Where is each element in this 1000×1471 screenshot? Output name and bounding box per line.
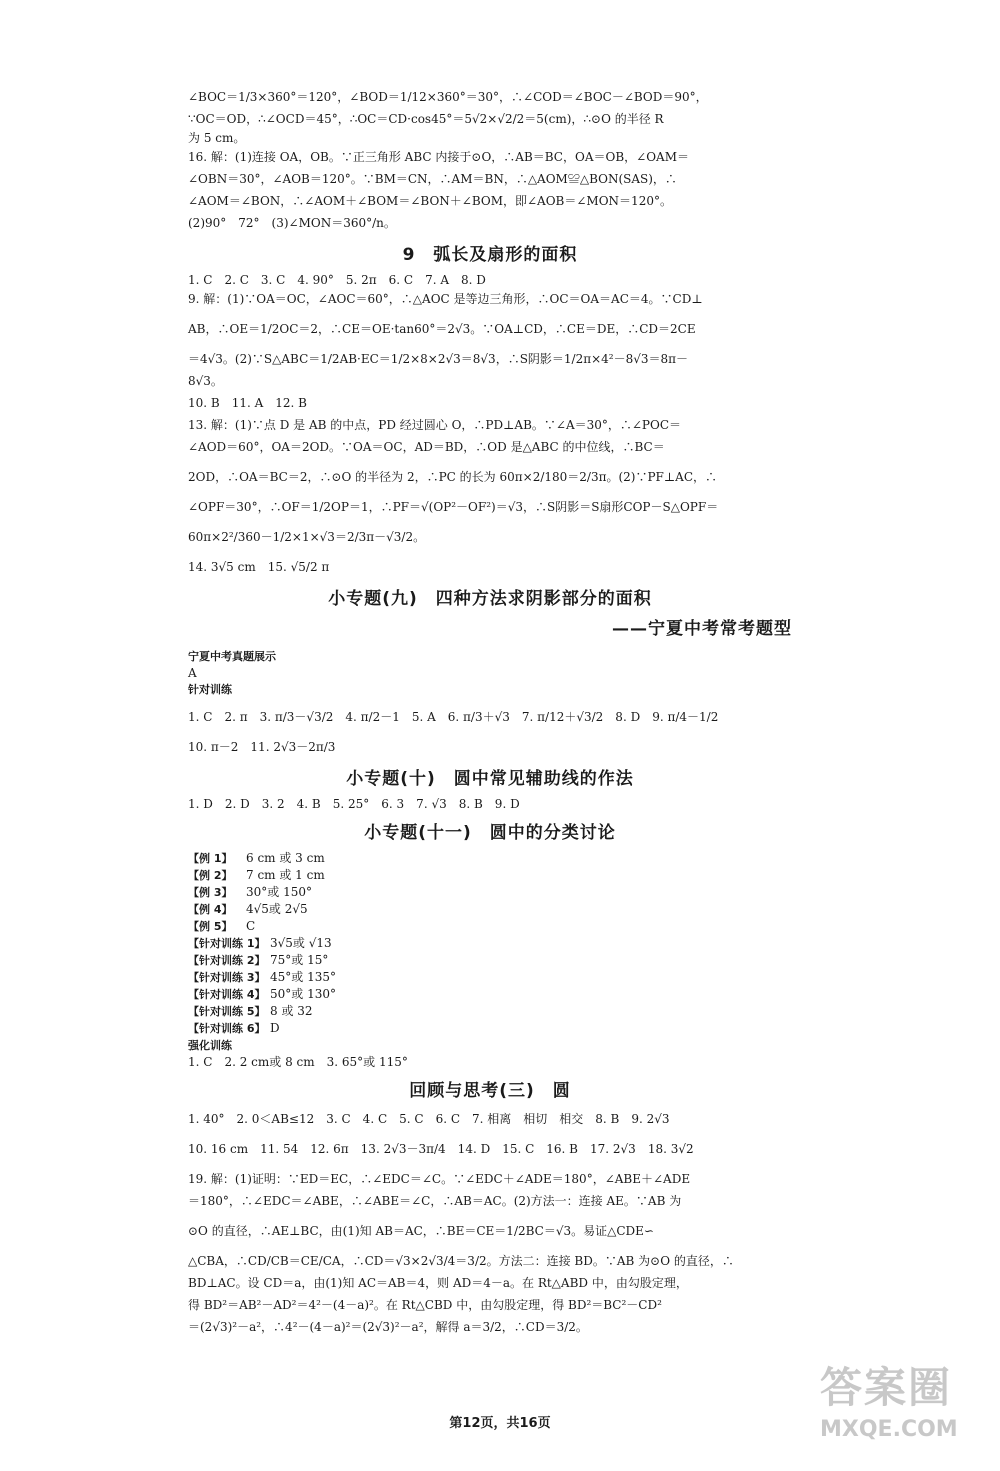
text-line: ＝(2√3)²－a²，∴4²－(4－a)²＝(2√3)²－a²，解得 a＝3/2，∴CD＝3/2。 — [188, 1320, 588, 1334]
text-line: 2OD，∴OA＝BC＝2，∴⊙O 的半径为 2，∴PC 的长为 60π×2/180＝2/3π。(2)∵PF⊥AC，∴ — [188, 470, 718, 484]
item-value: 30°或 150° — [246, 885, 312, 899]
item-key: 【针对训练 4】 — [188, 988, 266, 1001]
text-line: 为 5 cm。 — [188, 131, 246, 145]
answer-line: A — [188, 666, 197, 680]
list-item — [188, 901, 792, 918]
text-line: 60π×2²/360－1/2×1×√3＝2/3π－√3/2。 — [188, 530, 426, 544]
answer-line: 1. D 2. D 3. 2 4. B 5. 25° 6. 3 7. √3 8. B 9. D — [188, 797, 520, 811]
list-item — [188, 1003, 792, 1020]
label-qianghua: 强化训练 — [188, 1039, 232, 1052]
top-block — [188, 86, 792, 146]
item-value: 50°或 130° — [270, 987, 336, 1001]
question-19 — [188, 1168, 792, 1338]
item-key: 【针对训练 5】 — [188, 1005, 266, 1018]
text-line: 16. 解：(1)连接 OA，OB。∵正三角形 ABC 内接于⊙O，∴AB＝BC，OA＝OB，∠OAM＝ — [188, 150, 689, 164]
question-16 — [188, 146, 792, 234]
item-key: 【例 4】 — [188, 903, 233, 916]
answer-line: 1. C 2. C 3. C 4. 90° 5. 2π 6. C 7. A 8. D — [188, 273, 486, 287]
text-line: ⊙O 的直径，∴AE⊥BC，由(1)知 AB＝AC，∴BE＝CE＝1/2BC＝√3。易证△CDE∽ — [188, 1224, 654, 1238]
label-zhendui: 针对训练 — [188, 683, 232, 696]
text-line: △CBA，∴CD/CB＝CE/CA，∴CD＝√3×2√3/4＝3/2。方法二：连接 BD。∵AB 为⊙O 的直径，∴ — [188, 1254, 734, 1268]
question-9 — [188, 288, 792, 392]
item-key: 【针对训练 3】 — [188, 971, 266, 984]
section-title-topic-10: 小专题(十) 圆中常见辅助线的作法 — [346, 769, 634, 789]
item-key: 【例 2】 — [188, 869, 233, 882]
text-line: ∵OC＝OD，∴∠OCD＝45°，∴OC＝CD·cos45°＝5√2×√2/2＝5(cm)，∴⊙O 的半径 R — [188, 112, 664, 126]
list-item — [188, 1020, 792, 1037]
question-13 — [188, 414, 792, 548]
answer-line: 10. B 11. A 12. B — [188, 396, 307, 410]
watermark-logo — [820, 1360, 990, 1460]
answer-line: 10. 16 cm 11. 54 12. 6π 13. 2√3－3π/4 14. D 15. C 16. B 17. 2√3 18. 3√2 — [188, 1142, 694, 1156]
text-line: ∠OBN＝30°，∠AOB＝120°。∵BM＝CN，∴AM＝BN，∴△AOM≌△BON(SAS)，∴ — [188, 172, 677, 186]
item-value: 8 或 32 — [270, 1004, 313, 1018]
watermark-url: MXQE.COM — [820, 1417, 958, 1442]
label-zhenti: 宁夏中考真题展示 — [188, 650, 276, 663]
trainings-list — [188, 935, 792, 1037]
item-key: 【例 3】 — [188, 886, 233, 899]
section-title-topic-11: 小专题(十一) 圆中的分类讨论 — [364, 823, 616, 843]
item-key: 【针对训练 2】 — [188, 954, 266, 967]
list-item — [188, 952, 792, 969]
text-line: ∠AOD＝60°，OA＝2OD。∵OA＝OC，AD＝BD，∴OD 是△ABC 的中位线，∴BC＝ — [188, 440, 665, 454]
section-subtitle-topic-9: ——宁夏中考常考题型 — [612, 619, 792, 639]
list-item — [188, 867, 792, 884]
item-key: 【针对训练 6】 — [188, 1022, 266, 1035]
text-line: 19. 解：(1)证明：∵ED＝EC，∴∠EDC＝∠C。∵∠EDC＋∠ADE＝180°，∠ABE＋∠ADE — [188, 1172, 691, 1186]
text-line: 8√3。 — [188, 374, 223, 388]
text-line: ∠OPF＝30°，∴OF＝1/2OP＝1，∴PF＝√(OP²－OF²)＝√3，∴S阴影＝S扇形COP－S△OPF＝ — [188, 500, 719, 514]
text-line: ＝180°，∴∠EDC＝∠ABE，∴∠ABE＝∠C，∴AB＝AC。(2)方法一：连接 AE。∵AB 为 — [188, 1194, 682, 1208]
text-line: ＝4√3。(2)∵S△ABC＝1/2AB·EC＝1/2×8×2√3＝8√3，∴S阴影＝1/2π×4²－8√3＝8π－ — [188, 352, 689, 366]
answer-line: 1. C 2. π 3. π/3－√3/2 4. π/2－1 5. A 6. π/3＋√3 7. π/12＋√3/2 8. D 9. π/4－1/2 — [188, 710, 719, 724]
item-key: 【针对训练 1】 — [188, 937, 266, 950]
item-value: 45°或 135° — [270, 970, 336, 984]
list-item — [188, 935, 792, 952]
text-line: ∠BOC＝1/3×360°＝120°，∠BOD＝1/12×360°＝30°，∴∠COD＝∠BOC－∠BOD＝90°， — [188, 90, 708, 104]
watermark-text: 答案圈 — [820, 1363, 953, 1412]
answer-line: 10. π－2 11. 2√3－2π/3 — [188, 740, 336, 754]
list-item — [188, 884, 792, 901]
text-line: (2)90° 72° (3)∠MON＝360°/n。 — [188, 216, 396, 230]
list-item — [188, 850, 792, 867]
item-value: D — [270, 1021, 280, 1035]
text-line: AB，∴OE＝1/2OC＝2，∴CE＝OE·tan60°＝2√3。∵OA⊥CD，∴CE＝DE，∴CD＝2CE — [188, 322, 696, 336]
item-value: 4√5或 2√5 — [246, 902, 308, 916]
answer-line: 1. C 2. 2 cm或 8 cm 3. 65°或 115° — [188, 1055, 408, 1069]
text-line: 9. 解：(1)∵OA＝OC，∠AOC＝60°，∴△AOC 是等边三角形，∴OC＝OA＝AC＝4。∵CD⊥ — [188, 292, 703, 306]
item-value: 3√5或 √13 — [270, 936, 332, 950]
text-line: 13. 解：(1)∵点 D 是 AB 的中点，PD 经过圆心 O，∴PD⊥AB。∵∠A＝30°，∴∠POC＝ — [188, 418, 682, 432]
text-line: 得 BD²＝AB²－AD²＝4²－(4－a)²。在 Rt△CBD 中，由勾股定理，得 BD²＝BC²－CD² — [188, 1298, 662, 1312]
item-value: C — [246, 919, 256, 933]
list-item — [188, 969, 792, 986]
item-key: 【例 1】 — [188, 852, 233, 865]
item-value: 6 cm 或 3 cm — [246, 851, 325, 865]
section-title-review: 回顾与思考(三) 圆 — [409, 1081, 571, 1101]
answer-page — [188, 86, 792, 1338]
examples-list — [188, 850, 792, 935]
item-key: 【例 5】 — [188, 920, 233, 933]
section-title-topic-9: 小专题(九) 四种方法求阴影部分的面积 — [328, 589, 652, 609]
answer-line: 1. 40° 2. 0＜AB≤12 3. C 4. C 5. C 6. C 7. 相离 相切 相交 8. B 9. 2√3 — [188, 1112, 670, 1126]
item-value: 7 cm 或 1 cm — [246, 868, 325, 882]
list-item — [188, 918, 792, 935]
answer-line: 14. 3√5 cm 15. √5/2 π — [188, 560, 330, 574]
list-item — [188, 986, 792, 1003]
text-line: ∠AOM＝∠BON，∴∠AOM＋∠BOM＝∠BON＋∠BOM，即∠AOB＝∠MON＝120°。 — [188, 194, 672, 208]
item-value: 75°或 15° — [270, 953, 329, 967]
text-line: BD⊥AC。设 CD＝a，由(1)知 AC＝AB＝4，则 AD＝4－a。在 Rt△ABD 中，由勾股定理， — [188, 1276, 688, 1290]
section-title-9: 9 弧长及扇形的面积 — [402, 245, 578, 265]
page-footer: 第12页，共16页 — [449, 1416, 551, 1431]
